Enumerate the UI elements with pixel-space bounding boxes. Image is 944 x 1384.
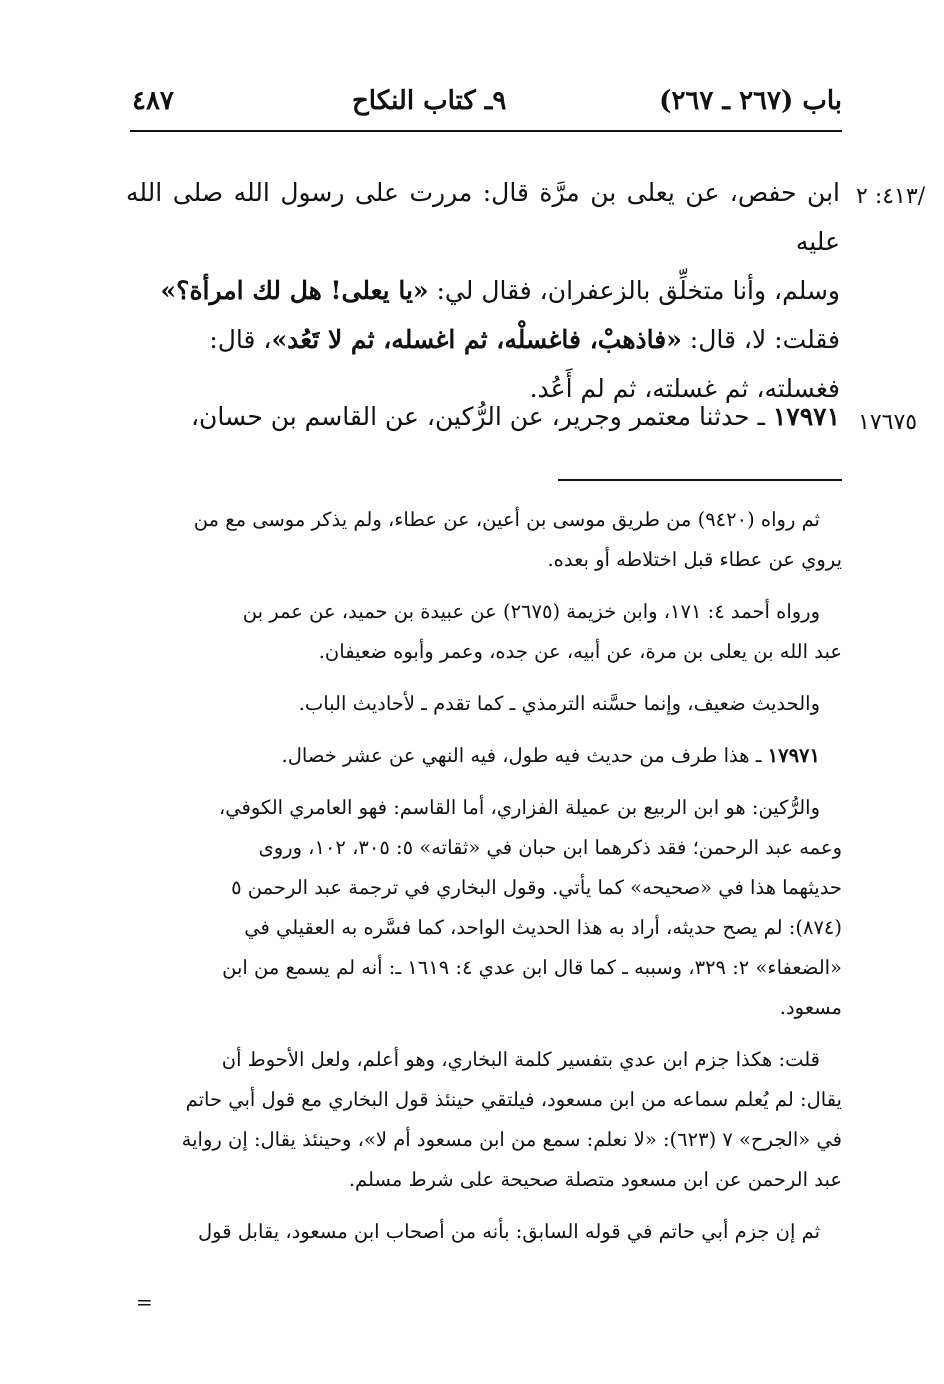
continuation-mark: = <box>136 1290 153 1314</box>
hadith-line: ابن حفص، عن يعلى بن مرَّة قال: مررت على رسول الله صلى الله عليه <box>126 178 840 256</box>
hadith-entry <box>126 168 840 413</box>
hadith-line: ١٧٩٧١ ـ حدثنا معتمر وجرير، عن الرُّكين، عن القاسم بن حسان، <box>190 402 840 431</box>
hadith-number: ١٧٩٧١ <box>772 402 840 431</box>
footnote-hadith-number: ١٧٩٧١ <box>767 744 820 767</box>
footnote-paragraph: والرُّكين: هو ابن الربيع بن عميلة الفزاري، أما القاسم: فهو العامري الكوفي، وعمه عبد الرحمن؛ فقد ذكرهما ابن حبان في «ثقاته» ٥: ٣٠٥، ١٠٢، وروى حديثهما هذا في «صحيحه» كما يأتي. وقول البخاري في ترجمة عبد الرحمن ٥ (٨٧٤): لم يصح حديثه، أراد به هذا الحديث الواحد، كما فسَّره به العقيلي في «الضعفاء» ٢: ٣٢٩، وسببه ـ كما قال ابن عدي ٤: ١٦١٩ ـ: أنه لم يسمع من ابن مسعود. <box>219 796 842 1019</box>
footnote-paragraph: ١٧٩٧١ ـ هذا طرف من حديث فيه طول، فيه النهي عن عشر خصال. <box>281 744 820 767</box>
footnote-paragraph: والحديث ضعيف، وإنما حسَّنه الترمذي ـ كما تقدم ـ لأحاديث الباب. <box>298 692 820 715</box>
footnotes: ثم رواه (٩٤٢٠) من طريق موسى بن أعين، عن عطاء، ولم يذكر موسى مع من يروي عن عطاء قبل اختلاطه أو بعده. ورواه أحمد ٤: ١٧١، وابن خزيمة (٢٦٧٥) عن عبيدة بن حميد، عن عمر بن عبد الله بن يعلى بن مرة، عن أبيه، عن جده، وعمر وأبوه ضعيفان. والحديث ضعيف، وإنما حسَّنه الترمذي ـ كما تقدم ـ لأحاديث الباب. ١٧٩٧١ ـ هذا طرف من حديث فيه طول، فيه النهي عن عشر خصال. والرُّكين: هو ابن الربيع بن عميلة الفزاري، أما القاسم: فهو العامري الكوفي، وعمه عبد الرحمن؛ فقد ذكرهما ابن حبان في «ثقاته» ٥: ٣٠٥، ١٠٢، وروى حديثهما هذا في «صحيحه» كما يأتي. وقول البخاري في ترجمة عبد الرحمن ٥ (٨٧٤): لم يصح حديثه، أراد به هذا الحديث الواحد، كما فسَّره به العقيلي في «الضعفاء» ٢: ٣٢٩، وسببه ـ كما قال ابن عدي ٤: ١٦١٩ ـ: أنه لم يسمع من ابن مسعود. قلت: هكذا جزم ابن عدي بتفسير كلمة البخاري، وهو أعلم، ولعل الأحوط أن يقال: لم يُعلم سماعه من ابن مسعود، فيلتقي حينئذ قول البخاري مع قول أبي حاتم في «الجرح» ٧ (٦٢٣): «لا نعلم: سمع من ابن مسعود أم لا»، وحينئذ يقال: إن رواية عبد الرحمن عن ابن مسعود متصلة صحيحة على شرط مسلم. ثم إن جزم أبي حاتم في قوله السابق: بأنه من أصحاب ابن مسعود، يقابل قول <box>130 500 842 1252</box>
entry-reference: ١٧٦٧٥ <box>858 410 918 435</box>
entry-reference-left: ٤١٣ <box>882 184 918 209</box>
footnote-separator <box>558 479 842 481</box>
hadith-line: فقلت: لا، قال: «فاذهبْ، فاغسلْه، ثم اغسله، ثم لا تَعُد»، قال: <box>209 325 840 354</box>
header-rule <box>130 130 842 132</box>
entry-reference: ٤١٣: ٢/ <box>856 184 926 209</box>
hadith-line: فغسلته، ثم غسلته، ثم لم أَعُد. <box>529 374 840 403</box>
book-title: ٩ـ كتاب النكاح <box>352 86 507 116</box>
page-number: ٤٨٧ <box>132 86 174 116</box>
footnote-paragraph: ثم رواه (٩٤٢٠) من طريق موسى بن أعين، عن عطاء، ولم يذكر موسى مع من <box>193 508 820 531</box>
footnote-paragraph: ورواه أحمد ٤: ١٧١، وابن خزيمة (٢٦٧٥) عن عبيدة بن حميد، عن عمر بن <box>242 600 820 623</box>
prophet-quote: «فاذهبْ، فاغسلْه، ثم اغسله، ثم لا تَعُد» <box>271 325 682 354</box>
hadith-line: وسلم، وأنا متخلِّق بالزعفران، فقال لي: «يا يعلى! هل لك امرأة؟» <box>160 276 840 305</box>
prophet-quote: «يا يعلى! هل لك امرأة؟» <box>160 276 429 305</box>
footnote-paragraph: قلت: هكذا جزم ابن عدي بتفسير كلمة البخاري، وهو أعلم، ولعل الأحوط أن يقال: لم يُعلم سماعه من ابن مسعود، فيلتقي حينئذ قول البخاري مع قول أبي حاتم في «الجرح» ٧ (٦٢٣): «لا نعلم: سمع من ابن مسعود أم لا»، وحينئذ يقال: إن رواية عبد الرحمن عن ابن مسعود متصلة صحيحة على شرط مسلم. <box>181 1048 842 1191</box>
footnote-paragraph: ثم إن جزم أبي حاتم في قوله السابق: بأنه من أصحاب ابن مسعود، يقابل قول <box>197 1220 820 1243</box>
chapter-range: باب (٢٦٧ ـ ٢٦٧) <box>659 86 842 116</box>
entry-reference-right: ٢/ <box>856 184 926 209</box>
hadith-entry <box>126 392 840 441</box>
